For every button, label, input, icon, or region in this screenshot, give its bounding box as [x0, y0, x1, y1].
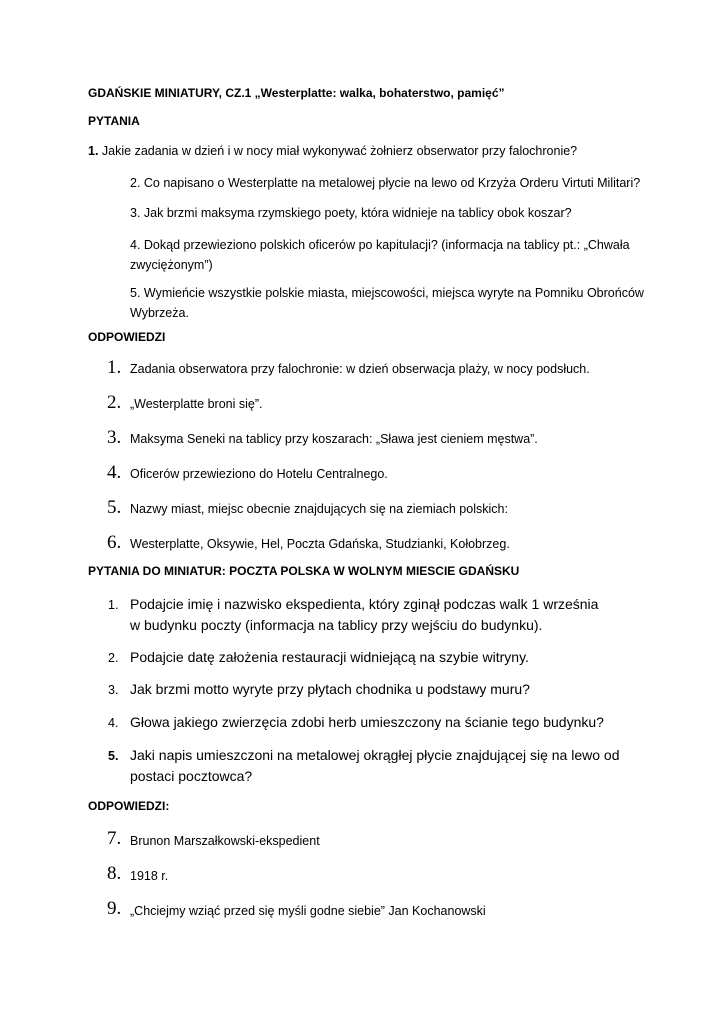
- post-office-questions-heading: PYTANIA DO MINIATUR: POCZTA POLSKA W WOLNYM MIESCIE GDAŃSKU: [88, 564, 520, 578]
- question-5: 5. Wymieńcie wszystkie polskie miasta, miejscowości, miejsca wyryte na Pomniku Obrońców Wybrzeża.: [130, 286, 644, 320]
- answer-number: 2.: [107, 392, 122, 413]
- question-1-text: Jakie zadania w dzień i w nocy miał wykonywać żołnierz obserwator przy falochronie?: [98, 144, 578, 158]
- answer-text: Westerplatte, Oksywie, Hel, Poczta Gdańska, Studzianki, Kołobrzeg.: [130, 537, 510, 551]
- answer-text: Zadania obserwatora przy falochronie: w dzień obserwacja plaży, w nocy podsłuch.: [130, 362, 590, 376]
- answer-number: 1.: [107, 357, 122, 378]
- po-question-text: Głowa jakiego zwierzęcia zdobi herb umieszczony na ścianie tego budynku?: [130, 714, 604, 730]
- answer-number: 6.: [107, 532, 122, 553]
- question-3: 3. Jak brzmi maksyma rzymskiego poety, która widnieje na tablicy obok koszar?: [130, 206, 572, 220]
- question-2: 2. Co napisano o Westerplatte na metalowej płycie na lewo od Krzyża Orderu Virtuti Militari?: [130, 176, 641, 190]
- document-title: GDAŃSKIE MINIATURY, CZ.1 „Westerplatte: walka, bohaterstwo, pamięć”: [88, 86, 505, 100]
- answer-number: 7.: [107, 828, 122, 849]
- answer-text: „Chciejmy wziąć przed się myśli godne siebie” Jan Kochanowski: [130, 904, 486, 918]
- answers-2-heading: ODPOWIEDZI:: [88, 799, 170, 813]
- answer-text: Brunon Marszałkowski-ekspedient: [130, 834, 320, 848]
- answer-text: Maksyma Seneki na tablicy przy koszarach: „Sława jest cieniem męstwa”.: [130, 432, 538, 446]
- po-question-number: 1.: [108, 598, 119, 612]
- questions-heading: PYTANIA: [88, 114, 140, 128]
- answer-number: 3.: [107, 427, 122, 448]
- po-question-number: 3.: [108, 683, 119, 697]
- answers-heading: ODPOWIEDZI: [88, 330, 166, 344]
- answer-number: 8.: [107, 863, 122, 884]
- answer-number: 5.: [107, 497, 122, 518]
- answer-text: „Westerplatte broni się”.: [130, 397, 263, 411]
- answer-number: 4.: [107, 462, 122, 483]
- answer-text: Nazwy miast, miejsc obecnie znajdujących się na ziemiach polskich:: [130, 502, 508, 516]
- answer-text: 1918 r.: [130, 869, 169, 883]
- po-question-number: 5.: [108, 749, 119, 763]
- question-4: 4. Dokąd przewieziono polskich oficerów po kapitulacji? (informacja na tablicy pt.: „Chwała zwyciężonym”): [130, 238, 630, 272]
- po-question-number: 4.: [108, 716, 119, 730]
- po-question-text: Podajcie imię i nazwisko ekspedienta, który zginął podczas walk 1 września w budynku poczty (informacja na tablicy przy wejściu do budynku).: [130, 596, 599, 633]
- answer-text: Oficerów przewieziono do Hotelu Centralnego.: [130, 467, 388, 481]
- po-question-text: Jaki napis umieszczoni na metalowej okrągłej płycie znajdującej się na lewo od postaci pocztowca?: [130, 747, 620, 784]
- answer-number: 9.: [107, 898, 122, 919]
- po-question-text: Podajcie datę założenia restauracji widniejącą na szybie witryny.: [130, 649, 529, 665]
- question-1: [88, 144, 577, 158]
- po-question-text: Jak brzmi motto wyryte przy płytach chodnika u podstawy muru?: [130, 681, 530, 697]
- po-question-number: 2.: [108, 651, 119, 665]
- question-1-number: 1.: [88, 144, 99, 158]
